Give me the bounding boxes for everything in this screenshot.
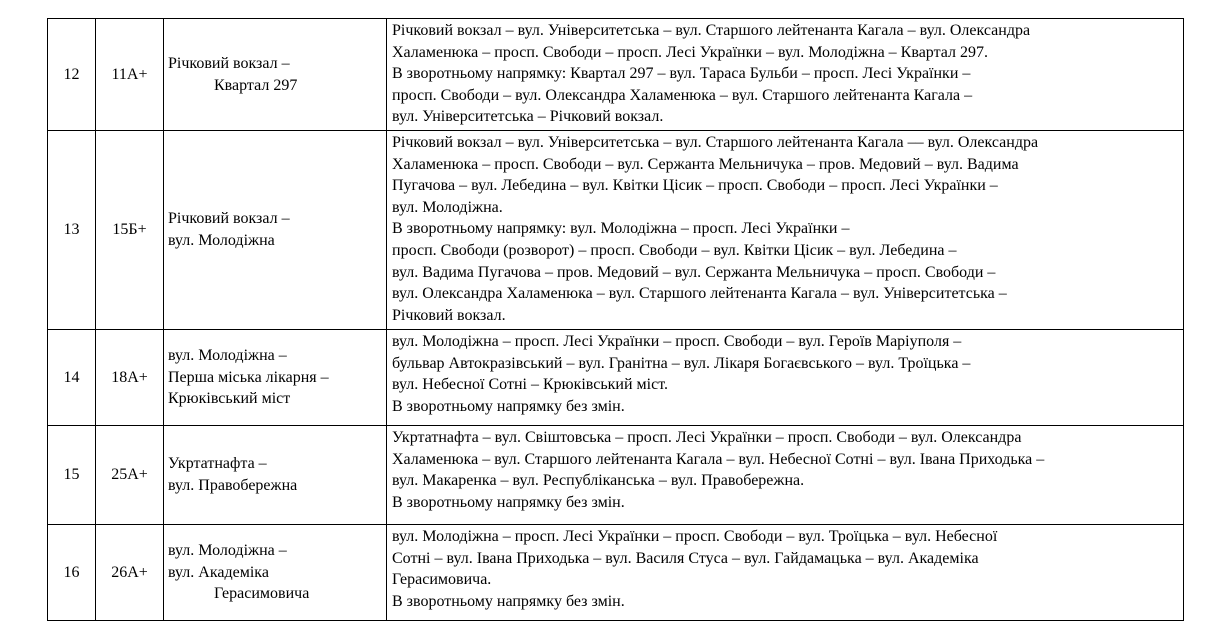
route-description-line: В зворотньому напрямку: вул. Молодіжна – просп. Лесі Українки – (392, 220, 850, 238)
table-row (48, 131, 1184, 330)
route-name (164, 525, 387, 621)
route-description-line: Сотні – вул. Івана Приходька – вул. Василя Стуса – вул. Гайдамацька – вул. Академіка (392, 549, 979, 567)
row-number: 15 (48, 426, 96, 525)
route-description-line: Укртатнафта – вул. Свіштовська – просп. Лесі Українки – просп. Свободи – вул. Олександра (392, 429, 1022, 446)
route-name-line: Перша міська лікарня – (168, 368, 329, 386)
route-description-line: Річковий вокзал – вул. Університетська – вул. Старшого лейтенанта Кагала – вул. Олександра (392, 22, 1031, 39)
route-name-line: Річковий вокзал – (168, 54, 290, 72)
route-name-line: Герасимовича (214, 585, 310, 603)
route-description (387, 19, 1184, 131)
route-name (164, 426, 387, 525)
route-name (164, 131, 387, 330)
table-row (48, 19, 1184, 131)
row-number: 13 (48, 131, 96, 330)
route-code: 18А+ (96, 330, 164, 426)
route-name (164, 330, 387, 426)
route-description-line: вул. Олександра Халаменюка – вул. Старшого лейтенанта Кагала – вул. Університетська – (392, 285, 1007, 303)
route-description (387, 131, 1184, 330)
route-description-line: вул. Молодіжна – просп. Лесі Українки – просп. Свободи – вул. Троїцька – вул. Небесної (392, 528, 998, 545)
route-description-line: В зворотньому напрямку без змін. (392, 493, 625, 511)
route-description (387, 330, 1184, 426)
route-description-line: вул. Молодіжна. (392, 198, 503, 216)
route-name-line: вул. Академіка (168, 563, 269, 581)
route-description-line: В зворотньому напрямку: Квартал 297 – вул. Тараса Бульби – просп. Лесі Українки – (392, 65, 971, 83)
route-name-line: Річковий вокзал – (168, 210, 290, 228)
route-description-line: В зворотньому напрямку без змін. (392, 592, 625, 610)
route-name-line: Крюківський міст (168, 390, 291, 408)
route-description-line: вул. Макаренка – вул. Республіканська – вул. Правобережна. (392, 472, 805, 490)
table-row (48, 426, 1184, 525)
table-row (48, 330, 1184, 426)
route-description-line: Герасимовича. (392, 571, 492, 589)
route-description-line: бульвар Автокразівський – вул. Гранітна – вул. Лікаря Богаєвського – вул. Троїцька – (392, 354, 971, 372)
route-name-line: вул. Молодіжна – (168, 347, 287, 365)
route-description-line: вул. Молодіжна – просп. Лесі Українки – просп. Свободи – вул. Героїв Маріуполя – (392, 333, 962, 350)
route-code: 15Б+ (96, 131, 164, 330)
route-description-line: просп. Свободи (розворот) – просп. Свободи – вул. Квітки Цісик – вул. Лебедина – (392, 241, 957, 259)
route-description (387, 426, 1184, 525)
route-description-line: Річковий вокзал – вул. Університетська – вул. Старшого лейтенанта Кагала –– вул. Олександра (392, 134, 1039, 151)
route-name-line: вул. Молодіжна (168, 232, 275, 249)
route-code: 25А+ (96, 426, 164, 525)
route-code: 26А+ (96, 525, 164, 621)
route-description-line: В зворотньому напрямку без змін. (392, 397, 625, 415)
row-number: 16 (48, 525, 96, 621)
route-description-line: Халаменюка – вул. Старшого лейтенанта Кагала – вул. Небесної Сотні – вул. Івана Приходька – (392, 450, 1045, 468)
route-name-line: Квартал 297 (214, 76, 298, 94)
route-description-line: вул. Небесної Сотні – Крюківський міст. (392, 376, 669, 394)
route-description-line: Халаменюка – просп. Свободи – вул. Сержанта Мельничука – пров. Медовий – вул. Вадима (392, 155, 1019, 173)
route-description-line: Річковий вокзал. (392, 306, 506, 324)
route-description (387, 525, 1184, 621)
route-description-line: просп. Свободи – вул. Олександра Халаменюка – вул. Старшого лейтенанта Кагала – (392, 86, 973, 104)
route-description-line: вул. Університетська – Річковий вокзал. (392, 108, 664, 126)
row-number: 12 (48, 19, 96, 131)
route-name-line: вул. Правобережна (168, 477, 298, 494)
route-name-line: вул. Молодіжна – (168, 542, 287, 560)
route-name-line: Укртатнафта – (168, 455, 267, 473)
route-code: 11А+ (96, 19, 164, 131)
routes-table (47, 18, 1184, 621)
table-row (48, 525, 1184, 621)
route-name (164, 19, 387, 131)
route-description-line: вул. Вадима Пугачова – пров. Медовий – вул. Сержанта Мельничука – просп. Свободи – (392, 263, 996, 281)
route-description-line: Халаменюка – просп. Свободи – просп. Лесі Українки – вул. Молодіжна – Квартал 297. (392, 43, 988, 61)
route-description-line: Пугачова – вул. Лебедина – вул. Квітки Цісик – просп. Свободи – просп. Лесі Українки – (392, 177, 998, 195)
row-number: 14 (48, 330, 96, 426)
